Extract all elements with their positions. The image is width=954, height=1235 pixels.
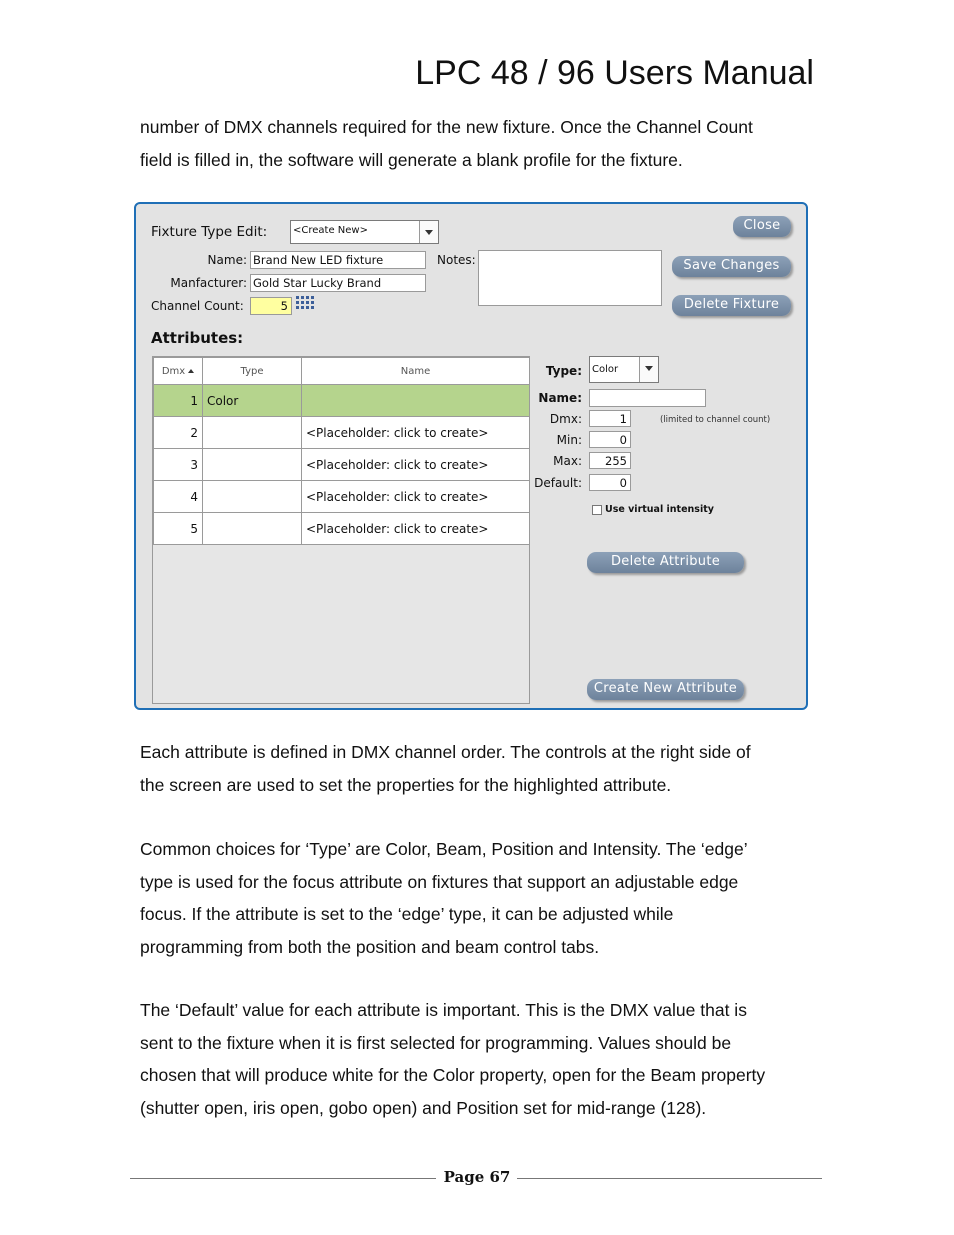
type-column-header[interactable]: Type: [203, 358, 302, 385]
attr-name-field[interactable]: [589, 389, 706, 407]
max-label: Max:: [553, 454, 582, 468]
default-field[interactable]: 0: [589, 474, 631, 491]
notes-label: Notes:: [437, 253, 476, 267]
delete-fixture-button[interactable]: Delete Fixture: [672, 295, 791, 316]
attributes-table[interactable]: [152, 356, 530, 704]
table-row[interactable]: [154, 513, 530, 545]
type-label: Type:: [545, 364, 582, 378]
channel-grid-icon[interactable]: [296, 296, 316, 312]
name-column-header[interactable]: Name: [302, 358, 530, 385]
text-line: field is filled in, the software will generate a blank profile for the fixture.: [140, 149, 683, 170]
notes-field[interactable]: [478, 250, 662, 306]
dmx-cell: 1: [154, 385, 203, 417]
table-row[interactable]: [154, 449, 530, 481]
dmx-cell: 3: [154, 449, 203, 481]
channel-count-label: Channel Count:: [151, 299, 244, 313]
save-changes-button[interactable]: Save Changes: [672, 256, 791, 277]
dmx-cell: 5: [154, 513, 203, 545]
min-label: Min:: [556, 433, 582, 447]
intro-paragraph: [140, 111, 820, 176]
type-cell: [203, 513, 302, 545]
text-line: Each attribute is defined in DMX channel order. The controls at the right side of: [140, 742, 751, 762]
fixture-editor-screenshot: [134, 202, 808, 710]
attributes-heading: Attributes:: [151, 329, 244, 347]
text-line: chosen that will produce white for the Color property, open for the Beam property: [140, 1065, 766, 1085]
name-cell: [302, 385, 530, 417]
text-line: programming from both the position and beam control tabs.: [140, 936, 600, 957]
type-cell: [203, 481, 302, 513]
dmx-column-header[interactable]: [154, 358, 203, 385]
chevron-down-icon[interactable]: [419, 221, 438, 243]
name-cell: <Placeholder: click to create>: [302, 513, 530, 545]
fixture-type-select[interactable]: [290, 220, 439, 244]
text-line: type is used for the focus attribute on fixtures that support an adjustable edge: [140, 871, 739, 892]
name-cell: <Placeholder: click to create>: [302, 449, 530, 481]
dmx-label: Dmx:: [549, 412, 582, 426]
virtual-intensity-checkbox[interactable]: [592, 505, 602, 515]
manufacturer-field[interactable]: Gold Star Lucky Brand: [250, 274, 426, 292]
min-field[interactable]: 0: [589, 431, 631, 448]
dmx-limit-note: (limited to channel count): [660, 415, 771, 425]
fixture-type-label: Fixture Type Edit:: [151, 224, 268, 240]
dmx-cell: 2: [154, 417, 203, 449]
max-field[interactable]: 255: [589, 452, 631, 469]
virtual-intensity-label: Use virtual intensity: [605, 504, 714, 515]
type-value: Color: [592, 364, 619, 375]
table-row[interactable]: [154, 385, 530, 417]
document-title: LPC 48 / 96 Users Manual: [415, 54, 814, 92]
attr-name-label: Name:: [538, 391, 582, 405]
name-field[interactable]: Brand New LED fixture: [250, 251, 426, 269]
paragraph: [140, 833, 820, 963]
type-select[interactable]: [589, 356, 659, 383]
virtual-intensity-option[interactable]: [592, 504, 714, 515]
manufacturer-label: Manfacturer:: [170, 276, 247, 290]
text-line: number of DMX channels required for the new fixture. Once the Channel Count: [140, 117, 753, 137]
dmx-header-label: Dmx: [161, 365, 186, 377]
text-line: the screen are used to set the properties for the highlighted attribute.: [140, 774, 672, 795]
type-cell: [203, 417, 302, 449]
footer-rule-left: [130, 1178, 436, 1179]
dmx-field[interactable]: 1: [589, 410, 631, 427]
delete-attribute-button[interactable]: Delete Attribute: [587, 552, 744, 573]
text-line: (shutter open, iris open, gobo open) and Position set for mid-range (128).: [140, 1097, 707, 1118]
paragraph: [140, 736, 820, 801]
text-line: Common choices for ‘Type’ are Color, Beam, Position and Intensity. The ‘edge’: [140, 839, 748, 859]
text-line: The ‘Default’ value for each attribute is important. This is the DMX value that is: [140, 1000, 747, 1020]
table-row[interactable]: [154, 481, 530, 513]
fixture-type-value: <Create New>: [293, 225, 368, 236]
default-label: Default:: [534, 476, 582, 490]
page-number: Page 67: [443, 1168, 511, 1186]
sort-ascending-icon: [188, 369, 194, 373]
table-row[interactable]: [154, 417, 530, 449]
footer-rule-right: [517, 1178, 822, 1179]
dmx-cell: 4: [154, 481, 203, 513]
create-attribute-button[interactable]: Create New Attribute: [587, 679, 744, 700]
text-line: sent to the fixture when it is first selected for programming. Values should be: [140, 1032, 732, 1053]
chevron-down-icon[interactable]: [639, 357, 658, 382]
text-line: focus. If the attribute is set to the ‘edge’ type, it can be adjusted while: [140, 904, 674, 924]
type-cell: Color: [203, 385, 302, 417]
name-label: Name:: [207, 253, 247, 267]
name-cell: <Placeholder: click to create>: [302, 417, 530, 449]
name-cell: <Placeholder: click to create>: [302, 481, 530, 513]
paragraph: [140, 994, 820, 1124]
close-button[interactable]: Close: [733, 216, 791, 237]
channel-count-field[interactable]: 5: [250, 297, 292, 315]
type-cell: [203, 449, 302, 481]
